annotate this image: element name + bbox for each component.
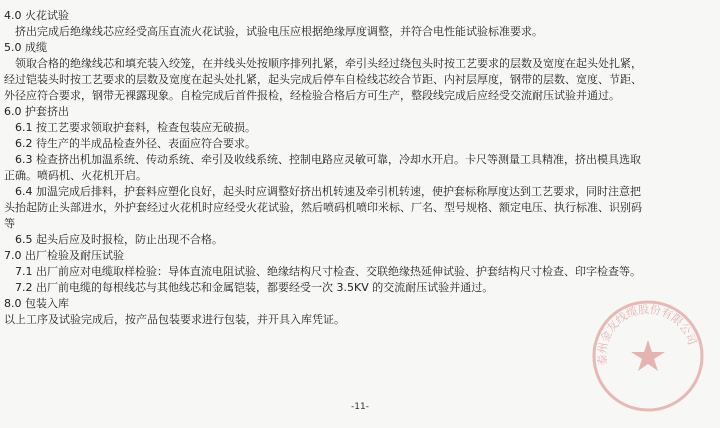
text-line: 头抬起防止头部进水，外护套经过火花机时应经受火花试验，然后喷码机喷印米标、厂名、型号规格、额定电压、执行标准、识别码 [4, 201, 642, 214]
text-line: 6.2 待生产的半成品检查外径、表面应符合要求。 [4, 137, 256, 150]
text-line: 6.5 起头后应及时报检，防止出现不合格。 [4, 233, 223, 246]
text-line: 6.4 加温完成后排料，护套料应塑化良好，起头时应调整好挤出机转速及牵引机转速，使护套标称厚度达到工艺要求，同时注意把 [4, 185, 641, 198]
text-line: 7.1 出厂前应对电缆取样检验：导体直流电阻试验、绝缘结构尺寸检查、交联绝缘热延伸试验、护套结构尺寸检查、印字检查等。 [4, 265, 641, 278]
text-line: 以上工序及试验完成后，按产品包装要求进行包装，并开具入库凭证。 [4, 313, 345, 326]
text-line: 等 [4, 217, 15, 230]
text-line: 挤出完成后绝缘线芯应经受高压直流火花试验，试验电压应根据绝缘厚度调整，并符合电性能试验标准要求。 [4, 25, 543, 38]
text-line: 5.0 成缆 [4, 41, 47, 54]
text-line: 7.0 出厂检验及耐压试验 [4, 249, 124, 262]
text-line: 经过铠装头时按工艺要求的层数及宽度在起头处扎紧，起头完成后停车自检线芯绞合节距、内衬层厚度，钢带的层数、宽度、节距、 [4, 73, 642, 86]
text-line: 外径应符合要求，钢带无裸露现象。自检完成后首件报检，经检验合格后方可生产，整段线完成后应经受交流耐压试验并通过。 [4, 89, 620, 102]
company-seal [590, 298, 706, 414]
svg-text:泰州金友线缆股份有限公司: 泰州金友线缆股份有限公司 [595, 302, 699, 367]
text-line: 4.0 火花试验 [4, 9, 69, 22]
document-body [4, 8, 704, 328]
text-line: 8.0 包装入库 [4, 297, 69, 310]
text-line: 正确。喷码机、火花机开启。 [4, 169, 147, 182]
text-line: 6.3 检查挤出机加温系统、传动系统、牵引及收线系统、控制电路应灵敏可靠，冷却水开启。卡尺等测量工具精准，挤出模具选取 [4, 153, 641, 166]
page-number: -11- [351, 402, 369, 412]
text-line: 7.2 出厂前电缆的每根线芯与其他线芯和金属铠装，都要经受一次 3.5KV 的交流耐压试验并通过。 [4, 281, 494, 294]
seal-star-icon [631, 340, 665, 371]
text-line: 6.1 按工艺要求领取护套料，检查包装应无破损。 [4, 121, 256, 134]
text-line: 领取合格的绝缘线芯和填充装入绞笼，在并线头处按顺序排列扎紧，牵引头经过绕包头时按工艺要求的层数及宽度在起头处扎紧， [4, 57, 642, 70]
text-line: 6.0 护套挤出 [4, 105, 69, 118]
